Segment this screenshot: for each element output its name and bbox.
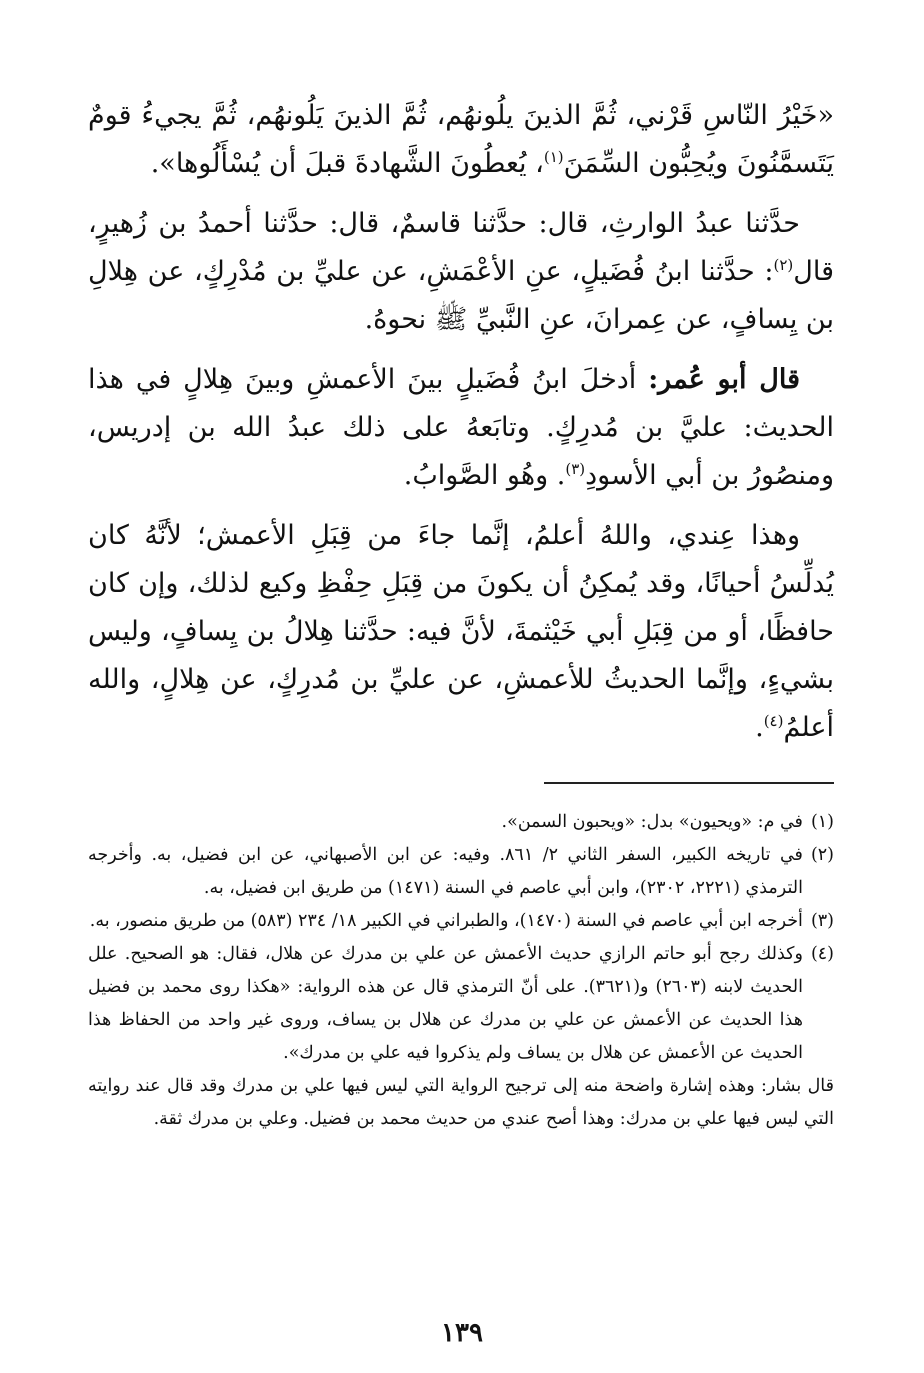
commentary-paragraph: قال أبو عُمر: أدخلَ ابنُ فُضَيلٍ بينَ الأعمشِ وبينَ هِلالٍ في هذا الحديث: عليَّ بن مُدرِكٍ. وتابَعهُ على ذلك عبدُ الله بن إدريس، ومنصُورُ بن أبي الأسودِ$^{(٣)}$. وهُو الصَّوابُ. [88, 364, 834, 491]
footnotes [88, 806, 834, 1136]
footnote-ref-4[interactable]: (٤) [763, 712, 784, 730]
footnote-number: (٢) [810, 845, 834, 865]
main-text [88, 92, 834, 752]
footnote-number: (١) [810, 812, 834, 832]
speaker-label: قال أبو عُمر: [648, 364, 800, 395]
footnote-ref-1[interactable]: (١) [543, 148, 564, 166]
footnote-3 [88, 905, 834, 938]
isnad-paragraph: حدَّثنا عبدُ الوارثِ، قال: حدَّثنا قاسمٌ، قال: حدَّثنا أحمدُ بن زُهيرٍ، قال$^{(٢)}$: حدَّثنا ابنُ فُضَيلٍ، عنِ الأعْمَشِ، عن عليِّ بن مُدْرِكٍ، عن هِلالِ بن يِسافٍ، عن عِمرانَ، عنِ النَّبيِّ ﷺ نحوهُ. [88, 208, 834, 335]
book-page [88, 92, 834, 1362]
footnote-number: (٣) [810, 911, 834, 931]
hadith-paragraph: «خَيْرُ النّاسِ قَرْني، ثُمَّ الذينَ يلُونهُم، ثُمَّ الذينَ يَلُونهُم، ثُمَّ يجيءُ قومٌ يَتَسمَّنُونَ ويُحِبُّون السِّمَنَ$^{(١)}$، يُعطُونَ الشَّهادةَ قبلَ أن يُسْأَلُوها». [88, 100, 834, 179]
footnote-number: (٤) [810, 944, 834, 964]
footnote-text: أخرجه ابن أبي عاصم في السنة (١٤٧٠)، والطبراني في الكبير ١٨/ ٢٣٤ (٥٨٣) من طريق منصور، به. [89, 911, 803, 931]
footnote-separator [544, 782, 834, 784]
footnote-text: وكذلك رجح أبو حاتم الرازي حديث الأعمش عن علي بن مدرك عن هلال، فقال: هو الصحيح. علل الحديث لابنه (٢٦٠٣) و(٣٦٢١). على أنّ الترمذي قال عن هذه الرواية: «هكذا روى محمد بن فضيل هذا الحديث عن الأعمش عن علي بن مدرك عن هلال بن يساف، وروى غير واحد من الحفاظ هذا الحديث عن الأعمش عن هلال بن يساف ولم يذكروا فيه علي بن مدرك». [88, 944, 803, 1063]
footnote-2 [88, 839, 834, 905]
page-number: ١٣٩ [441, 1318, 483, 1348]
footnote-1 [88, 806, 834, 839]
editor-note: قال بشار: وهذه إشارة واضحة منه إلى ترجيح الرواية التي ليس فيها علي بن مدرك وقد قال عند روايته التي ليس فيها علي بن مدرك: وهذا أصح عندي من حديث محمد بن فضيل. وعلي بن مدرك ثقة. [88, 1076, 834, 1129]
analysis-paragraph: وهذا عِندي، واللهُ أعلمُ، إنَّما جاءَ من قِبَلِ الأعمش؛ لأنَّهُ كان يُدلِّسُ أحيانًا، وقد يُمكِنُ أن يكونَ من قِبَلِ حِفْظِ وكيع لذلك، وإن كان حافظًا، أو من قِبَلِ أبي خَيْثمةَ، لأنَّ فيه: حدَّثنا هِلالُ بن يِسافٍ، وليس بشيءٍ، وإنَّما الحديثُ للأعمشِ، عن عليِّ بن مُدرِكٍ، عن هِلالٍ، والله أعلمُ$^{(٤)}$. [88, 520, 834, 743]
footnote-ref-2[interactable]: (٢) [773, 256, 794, 274]
footnote-ref-3[interactable]: (٣) [565, 460, 586, 478]
footnote-text: في تاريخه الكبير، السفر الثاني ٢/ ٨٦١. وفيه: عن ابن الأصبهاني، عن ابن فضيل، به. وأخرجه الترمذي (٢٢٢١، ٢٣٠٢)، وابن أبي عاصم في السنة (١٤٧١) من طريق ابن فضيل، به. [88, 845, 803, 898]
footnote-4 [88, 938, 834, 1070]
footnote-text: في م: «ويحيون» بدل: «ويحبون السمن». [501, 812, 803, 832]
